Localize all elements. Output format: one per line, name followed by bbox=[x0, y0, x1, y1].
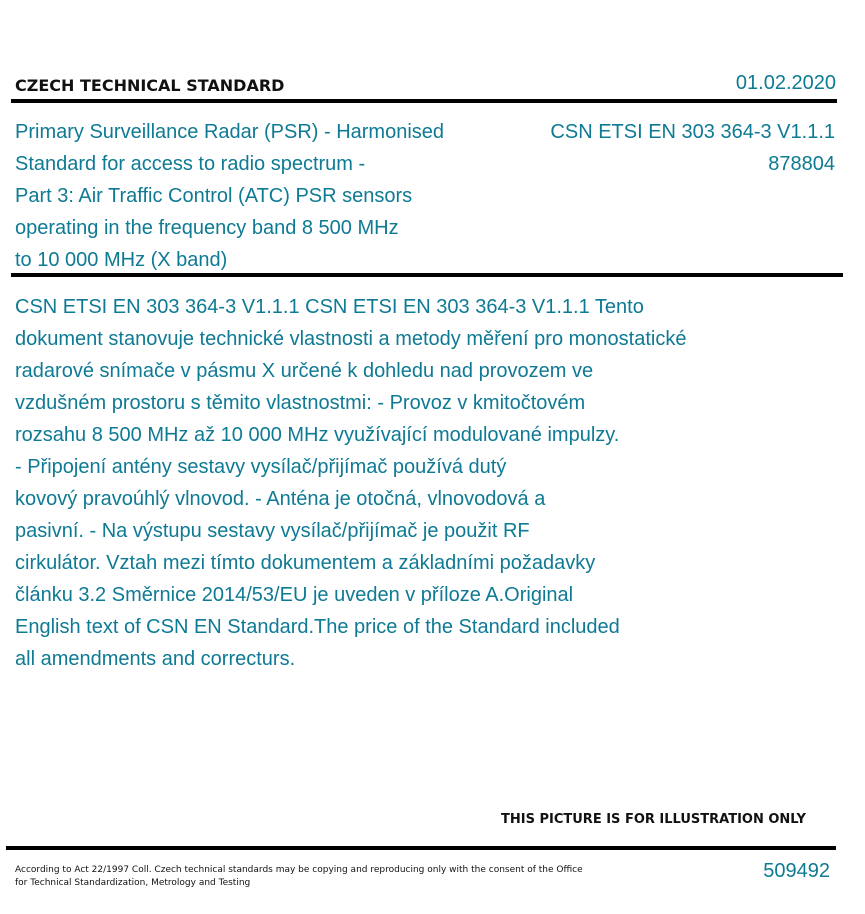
standard-title: Primary Surveillance Radar (PSR) - Harmonised Standard for access to radio spectrum - Part 3: Air Traffic Control (ATC) PSR sensors operating in the frequency band 8 500 MHz to 10 000 MHz (X band) bbox=[15, 121, 445, 271]
title-divider bbox=[11, 273, 843, 277]
header-divider bbox=[11, 99, 837, 103]
legal-notice: According to Act 22/1997 Coll. Czech technical standards may be copying and reproducing only with the consent of the Office for Technical Standardization, Metrology and Testing bbox=[15, 865, 583, 888]
standard-abstract: CSN ETSI EN 303 364-3 V1.1.1 CSN ETSI EN 303 364-3 V1.1.1 Tento dokument stanovuje technické vlastnosti a metody měření pro monostatické radarové snímače v pásmu X určené k dohledu nad provozem ve vzdušném prostoru s těmito vlastnostmi: - Provoz v kmitočtovém rozsahu 8 500 MHz až 10 000 MHz využívající modulované impulzy. - Připojení antény sestavy vysílač/přijímač používá dutý kovový pravoúhlý vlnovod. - Anténa je otočná, vlnovodová a pasivní. - Na výstupu sestavy vysílač/přijímač je použit RF cirkulátor. Vztah mezi tímto dokumentem a základními požadavky článku 3.2 Směrnice 2014/53/EU je uveden v příloze A.Original English text of CSN EN Standard.The price of the Standard included all amendments and correcturs. bbox=[15, 296, 687, 670]
standard-code: CSN ETSI EN 303 364-3 V1.1.1 bbox=[550, 121, 835, 143]
catalog-number: 509492 bbox=[763, 860, 830, 882]
standard-identifiers bbox=[550, 116, 835, 180]
footer-divider bbox=[6, 846, 836, 850]
standard-number: 878804 bbox=[768, 153, 835, 175]
document-category-title: CZECH TECHNICAL STANDARD bbox=[15, 76, 285, 95]
illustration-notice: THIS PICTURE IS FOR ILLUSTRATION ONLY bbox=[501, 812, 806, 827]
publication-date: 01.02.2020 bbox=[735, 72, 836, 94]
